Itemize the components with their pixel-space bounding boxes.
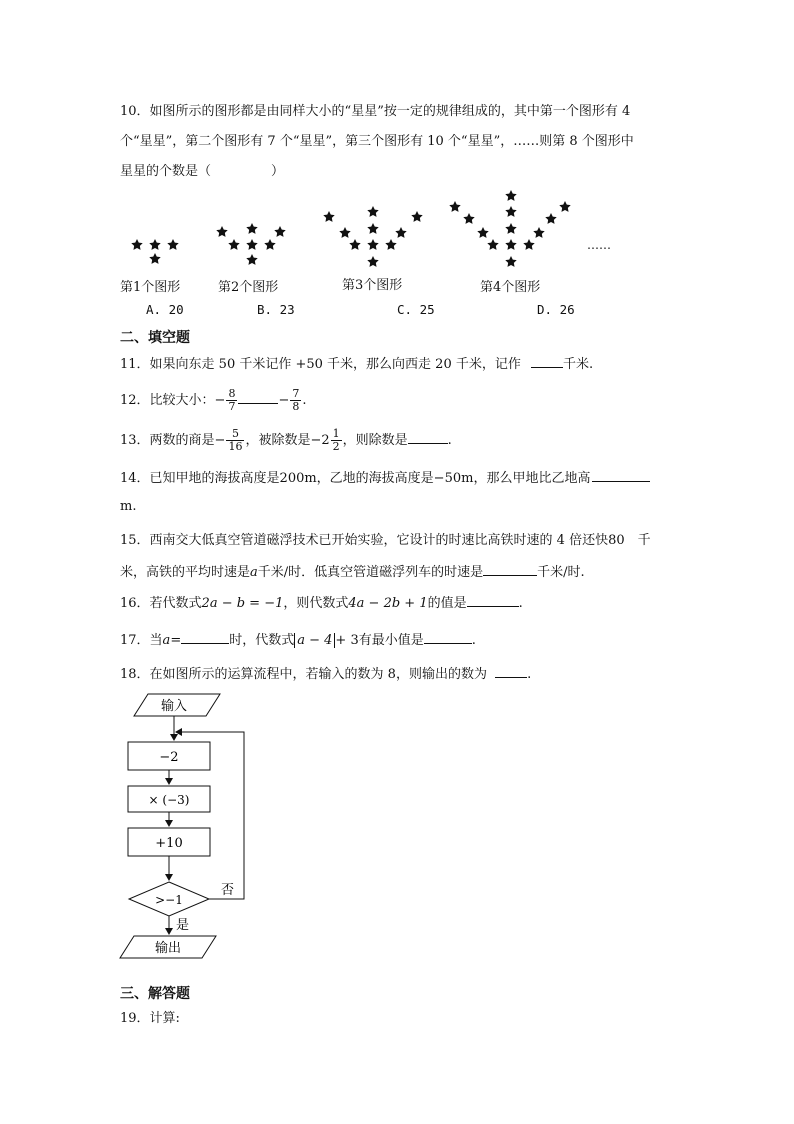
figure-4-stars bbox=[449, 190, 570, 267]
q17-period: . bbox=[471, 633, 476, 648]
q13-fraction bbox=[226, 428, 244, 453]
q18-text: 18．在如图所示的运算流程中，若输入的数为 8，则输出的数为 bbox=[120, 667, 487, 682]
q12-fraction-2 bbox=[290, 388, 301, 413]
q12-sign1: − bbox=[214, 393, 226, 408]
flow-input-label: 输入 bbox=[160, 699, 188, 714]
q15-unit: 千米/时. bbox=[537, 565, 585, 580]
q13-mixed-num: 1 bbox=[332, 427, 340, 440]
figure-ellipsis: …… bbox=[587, 238, 611, 252]
q17-blank-1 bbox=[181, 631, 229, 644]
flow-step1-label: −2 bbox=[159, 750, 179, 765]
flow-yes-label: 是 bbox=[176, 918, 190, 933]
q10-line1: 10．如图所示的图形都是由同样大小的“星星”按一定的规律组成的，其中第一个图形有 4 bbox=[120, 104, 631, 119]
q13-blank bbox=[408, 431, 448, 444]
q14-line2: m. bbox=[120, 499, 137, 514]
q18 bbox=[120, 665, 531, 684]
q13-mixed-fraction bbox=[331, 428, 342, 453]
q13-mid: ，被除数是 bbox=[245, 433, 311, 448]
q13-text: 13．两数的商是 bbox=[120, 433, 215, 448]
q17-mid2: 有最小值是 bbox=[358, 633, 424, 648]
figure-label-2: 第2个图形 bbox=[218, 280, 279, 295]
flowchart bbox=[110, 688, 280, 968]
q16-expr2: 4a − 2b + 1 bbox=[348, 596, 428, 611]
q13-period: . bbox=[447, 433, 452, 448]
q15-line2 bbox=[120, 563, 585, 582]
q17-text: 17．当 bbox=[120, 633, 163, 648]
star-pattern-figures bbox=[110, 185, 630, 285]
q15-blank bbox=[483, 563, 537, 576]
q15-line1: 15．西南交大低真空管道磁浮技术已开始实验，它设计的时速比高铁时速的 4 倍还快80 千 bbox=[120, 533, 651, 548]
q12-period: . bbox=[302, 393, 307, 408]
q16-mid2: 的值是 bbox=[427, 596, 467, 611]
q10-line3-close: ） bbox=[271, 164, 285, 179]
q10-line3 bbox=[120, 163, 284, 181]
q12-f2-den: 8 bbox=[292, 400, 300, 413]
q11 bbox=[120, 355, 593, 374]
q18-blank bbox=[495, 665, 527, 678]
q16-text: 16．若代数式 bbox=[120, 596, 202, 611]
q10-line3-text: 星星的个数是（ bbox=[120, 164, 212, 179]
q12 bbox=[120, 386, 307, 416]
q17-abs-expr: a − 4 bbox=[294, 633, 335, 648]
q10-line2: 个“星星”，第二个图形有 7 个“星星”，第三个图形有 10 个“星星”，……则第 8 个图形中 bbox=[120, 134, 634, 149]
q16 bbox=[120, 594, 523, 613]
q12-f1-den: 7 bbox=[228, 400, 236, 413]
q12-text: 12．比较大小： bbox=[120, 393, 215, 408]
q14-line1 bbox=[120, 469, 650, 488]
option-c: C. 25 bbox=[397, 302, 435, 317]
q17-eq: = bbox=[170, 633, 182, 648]
q13 bbox=[120, 426, 452, 456]
figure-label-4: 第4个图形 bbox=[480, 280, 541, 295]
q13-sign: − bbox=[214, 433, 226, 448]
q15-text-b: 千米/时．低真空管道磁浮列车的时速是 bbox=[257, 565, 484, 580]
figure-2-stars bbox=[216, 223, 285, 265]
q14-text: 14．已知甲地的海拔高度是200m，乙地的海拔高度是−50m，那么甲地比乙地高 bbox=[120, 471, 591, 486]
q16-period: . bbox=[518, 596, 523, 611]
q16-blank bbox=[467, 594, 519, 607]
q17-plus: + 3 bbox=[335, 633, 359, 648]
q17-blank-2 bbox=[424, 631, 472, 644]
flow-output-label: 输出 bbox=[154, 941, 182, 956]
figure-label-3: 第3个图形 bbox=[342, 278, 403, 293]
q17-var: a bbox=[162, 633, 171, 648]
flow-no-label: 否 bbox=[221, 883, 235, 898]
figure-3-stars bbox=[323, 206, 422, 267]
q13-mixed-den: 2 bbox=[332, 440, 340, 453]
flow-cond-label: >−1 bbox=[155, 893, 183, 907]
option-d: D. 26 bbox=[537, 302, 575, 317]
q11-blank bbox=[531, 355, 563, 368]
q13-f-den: 16 bbox=[228, 440, 243, 453]
q16-mid: ，则代数式 bbox=[283, 596, 349, 611]
q17-mid: 时，代数式 bbox=[229, 633, 295, 648]
option-b: B. 23 bbox=[257, 302, 295, 317]
q16-expr1: 2a − b = −1 bbox=[201, 596, 284, 611]
figure-label-1: 第1个图形 bbox=[120, 280, 181, 295]
q15-var-a: a bbox=[250, 565, 258, 580]
flow-step3-label: +10 bbox=[155, 836, 183, 851]
q14-blank bbox=[592, 469, 650, 482]
q11-unit: 千米. bbox=[563, 357, 594, 372]
option-a: A. 20 bbox=[146, 302, 184, 317]
q12-sign2: − bbox=[278, 393, 290, 408]
section-heading-fill-in: 二、填空题 bbox=[120, 330, 190, 346]
q15-text-a: 米，高铁的平均时速是 bbox=[120, 565, 251, 580]
figure-1-stars bbox=[131, 239, 178, 264]
q12-blank bbox=[238, 391, 278, 404]
section-heading-answer: 三、解答题 bbox=[120, 986, 190, 1002]
q12-fraction-1 bbox=[226, 388, 237, 413]
flow-step2-label: × (−3) bbox=[148, 793, 190, 807]
q18-period: . bbox=[527, 667, 532, 682]
q11-text: 11．如果向东走 50 千米记作 +50 千米，那么向西走 20 千米，记作 bbox=[120, 357, 521, 372]
q13-mixed-whole: −2 bbox=[310, 433, 330, 448]
q12-f2-num: 7 bbox=[292, 387, 300, 400]
q19: 19．计算: bbox=[120, 1011, 180, 1026]
q17 bbox=[120, 631, 476, 650]
q13-mid2: ，则除数是 bbox=[342, 433, 408, 448]
q13-f-num: 5 bbox=[226, 428, 244, 441]
q12-f1-num: 8 bbox=[228, 387, 236, 400]
